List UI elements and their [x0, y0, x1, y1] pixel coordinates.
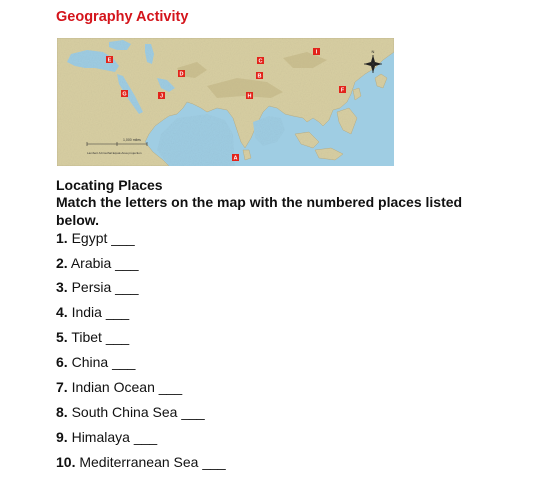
item-text: Himalaya: [71, 429, 130, 445]
marker-e: [106, 56, 113, 64]
marker-i: [313, 48, 320, 56]
item-number: 1.: [56, 230, 68, 246]
marker-label-i: I: [315, 49, 318, 56]
answer-blank[interactable]: ___: [115, 255, 139, 271]
item-number: 7.: [56, 379, 68, 395]
answer-blank[interactable]: ___: [202, 454, 226, 470]
item-number: 9.: [56, 429, 68, 445]
list-item: [56, 230, 135, 246]
item-text: Egypt: [71, 230, 108, 246]
marker-j: [158, 92, 165, 100]
list-item: [56, 279, 139, 295]
list-item: [56, 255, 139, 271]
marker-g: [121, 90, 128, 98]
marker-d: [178, 70, 185, 78]
item-number: 8.: [56, 404, 68, 420]
marker-b: [256, 72, 263, 80]
activity-title: Geography Activity: [56, 9, 189, 25]
section-heading: Locating Places: [56, 177, 163, 193]
answer-blank[interactable]: ___: [158, 379, 183, 395]
marker-a: [232, 154, 239, 162]
marker-label-j: J: [159, 93, 164, 100]
item-number: 5.: [56, 329, 68, 345]
scale-label: 1,000 miles: [123, 138, 141, 142]
item-text: India: [71, 304, 102, 320]
marker-label-d: D: [179, 71, 184, 78]
list-item: [56, 429, 157, 445]
item-text: Tibet: [71, 329, 102, 345]
list-item: [56, 329, 129, 345]
item-number: 6.: [56, 354, 68, 370]
item-text: South China Sea: [71, 404, 178, 420]
marker-c: [257, 57, 264, 65]
instructions-text: Match the letters on the map with the numbered places listed below.: [56, 194, 463, 228]
answer-blank[interactable]: ___: [115, 279, 139, 295]
marker-f: [339, 86, 346, 94]
item-number: 4.: [56, 304, 68, 320]
projection-label: Lambert Azimuthal Equal-Area projection: [87, 151, 142, 155]
item-text: China: [71, 354, 109, 370]
list-item: [56, 354, 135, 370]
answer-blank[interactable]: ___: [105, 304, 130, 320]
item-number: 2.: [56, 255, 68, 271]
marker-label-b: B: [257, 73, 262, 80]
answer-blank[interactable]: ___: [133, 429, 158, 445]
item-text: Mediterranean Sea: [79, 454, 199, 470]
marker-label-e: E: [107, 57, 112, 64]
item-number: 3.: [56, 279, 68, 295]
item-text: Indian Ocean: [71, 379, 155, 395]
list-item: [56, 454, 226, 470]
marker-label-f: F: [340, 87, 345, 94]
list-item: [56, 404, 205, 420]
marker-label-a: A: [233, 155, 238, 162]
map-graphic: [57, 38, 394, 166]
marker-h: [246, 92, 253, 100]
answer-blank[interactable]: ___: [112, 354, 136, 370]
marker-label-c: C: [258, 58, 263, 65]
answer-blank[interactable]: ___: [111, 230, 135, 246]
compass-north-label: N: [371, 49, 375, 54]
answer-blank[interactable]: ___: [105, 329, 130, 345]
item-text: Arabia: [70, 255, 112, 271]
item-number: 10.: [56, 454, 76, 470]
item-text: Persia: [71, 279, 112, 295]
answer-blank[interactable]: ___: [181, 404, 205, 420]
asia-map: [57, 38, 394, 166]
list-item: [56, 379, 182, 395]
list-item: [56, 304, 129, 320]
marker-label-g: G: [122, 91, 127, 98]
marker-label-h: H: [247, 93, 252, 100]
